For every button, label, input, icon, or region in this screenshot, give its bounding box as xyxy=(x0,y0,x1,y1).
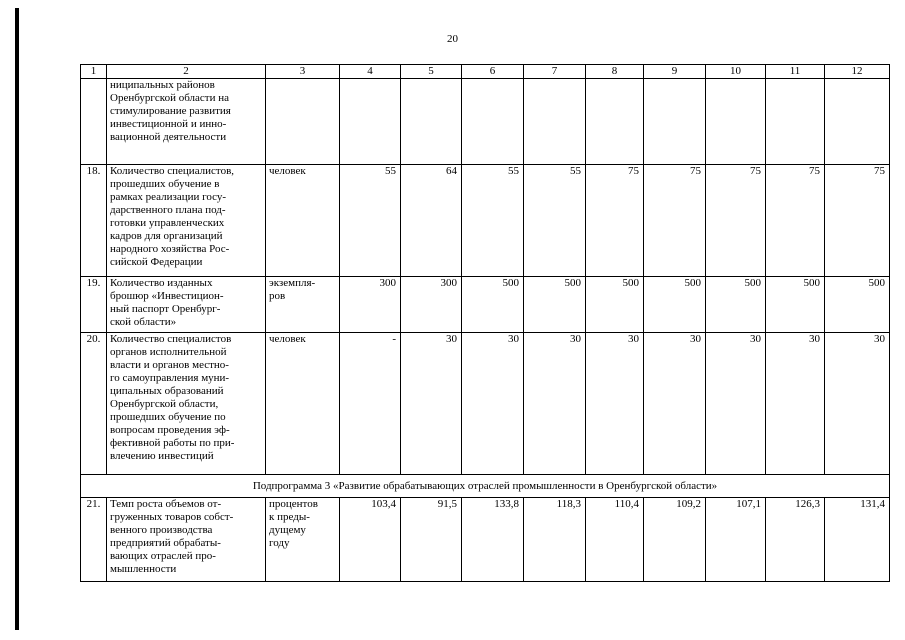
value-cell: 30 xyxy=(401,333,462,475)
binding-edge xyxy=(15,8,19,630)
indicator-name-line: готовки управленческих xyxy=(110,217,225,229)
value-cell: 55 xyxy=(524,165,586,277)
indicator-name-line: брошюр «Инвестицион- xyxy=(110,290,224,302)
value-cell: 500 xyxy=(462,277,524,333)
value-cell: 500 xyxy=(766,277,825,333)
value-cell: 107,1 xyxy=(706,498,766,582)
indicator-name-line: вационной деятельности xyxy=(110,131,227,143)
column-number: 5 xyxy=(401,65,462,79)
value-cell: - xyxy=(340,333,401,475)
indicator-name xyxy=(107,498,266,582)
value-cell: 500 xyxy=(644,277,706,333)
indicator-name-line: Количество специалистов, xyxy=(110,165,235,177)
indicator-name xyxy=(107,333,266,475)
indicator-name-line: мышленности xyxy=(110,563,177,575)
indicator-name-line: рамках реализации госу- xyxy=(110,191,227,203)
unit-of-measure xyxy=(266,333,340,475)
indicator-name-line: влечению инвестиций xyxy=(110,450,214,462)
value-cell: 30 xyxy=(586,333,644,475)
value-cell: 75 xyxy=(825,165,890,277)
value-cell: 126,3 xyxy=(766,498,825,582)
value-cell: 500 xyxy=(524,277,586,333)
value-cell xyxy=(462,79,524,165)
value-cell xyxy=(766,79,825,165)
indicator-name-line: Оренбургской области, xyxy=(110,398,219,410)
table-row xyxy=(81,333,890,475)
indicator-name-line: ципальных образований xyxy=(110,385,224,397)
column-number: 3 xyxy=(266,65,340,79)
column-number: 2 xyxy=(107,65,266,79)
unit-of-measure xyxy=(266,79,340,165)
value-cell: 30 xyxy=(524,333,586,475)
indicator-name-line: венного производства xyxy=(110,524,213,536)
unit-of-measure xyxy=(266,277,340,333)
column-number: 6 xyxy=(462,65,524,79)
row-number: 18. xyxy=(81,165,107,277)
value-cell: 133,8 xyxy=(462,498,524,582)
unit-of-measure-line: к преды- xyxy=(269,511,310,523)
value-cell: 30 xyxy=(766,333,825,475)
indicator-name-line: дарственного плана под- xyxy=(110,204,226,216)
value-cell: 109,2 xyxy=(644,498,706,582)
indicator-name-line: стимулирование развития xyxy=(110,105,231,117)
unit-of-measure xyxy=(266,165,340,277)
table-row xyxy=(81,79,890,165)
value-cell: 30 xyxy=(644,333,706,475)
indicator-name-line: вопросам проведения эф- xyxy=(110,424,230,436)
indicator-name-line: прошедших обучение в xyxy=(110,178,220,190)
value-cell: 30 xyxy=(706,333,766,475)
value-cell: 55 xyxy=(340,165,401,277)
value-cell: 500 xyxy=(586,277,644,333)
value-cell: 103,4 xyxy=(340,498,401,582)
row-number: 20. xyxy=(81,333,107,475)
unit-of-measure-line: экземпля- xyxy=(269,277,316,289)
table-row xyxy=(81,277,890,333)
value-cell: 118,3 xyxy=(524,498,586,582)
indicator-name-line: вающих отраслей про- xyxy=(110,550,216,562)
indicator-name-line: го самоуправления муни- xyxy=(110,372,230,384)
indicator-name-line: власти и органов местно- xyxy=(110,359,229,371)
row-number: 19. xyxy=(81,277,107,333)
value-cell xyxy=(524,79,586,165)
unit-of-measure-line: процентов xyxy=(269,498,318,510)
unit-of-measure-line: году xyxy=(269,537,290,549)
indicator-name-line: Оренбургской области на xyxy=(110,92,229,104)
section-row xyxy=(81,475,890,498)
value-cell: 75 xyxy=(706,165,766,277)
value-cell: 30 xyxy=(825,333,890,475)
indicator-name-line: Темп роста объемов от- xyxy=(110,498,222,510)
indicator-name-line: Количество специалистов xyxy=(110,333,232,345)
value-cell: 75 xyxy=(644,165,706,277)
value-cell: 110,4 xyxy=(586,498,644,582)
column-number: 4 xyxy=(340,65,401,79)
column-number: 12 xyxy=(825,65,890,79)
value-cell xyxy=(644,79,706,165)
value-cell xyxy=(586,79,644,165)
indicator-name-line: прошедших обучение по xyxy=(110,411,226,423)
value-cell: 300 xyxy=(401,277,462,333)
column-number: 8 xyxy=(586,65,644,79)
value-cell xyxy=(401,79,462,165)
indicator-name-line: Количество изданных xyxy=(110,277,213,289)
value-cell xyxy=(706,79,766,165)
value-cell: 64 xyxy=(401,165,462,277)
indicators-table xyxy=(80,64,890,582)
table-row xyxy=(81,498,890,582)
indicator-name-line: груженных товаров собст- xyxy=(110,511,234,523)
indicator-name xyxy=(107,79,266,165)
indicator-name-line: органов исполнительной xyxy=(110,346,227,358)
unit-of-measure-line: ров xyxy=(269,290,286,302)
indicator-name-line: ниципальных районов xyxy=(110,79,215,91)
column-number: 1 xyxy=(81,65,107,79)
value-cell: 500 xyxy=(825,277,890,333)
unit-of-measure xyxy=(266,498,340,582)
indicator-name-line: фективной работы по при- xyxy=(110,437,235,449)
value-cell: 500 xyxy=(706,277,766,333)
value-cell: 55 xyxy=(462,165,524,277)
value-cell: 75 xyxy=(586,165,644,277)
column-number: 10 xyxy=(706,65,766,79)
value-cell: 91,5 xyxy=(401,498,462,582)
indicator-name-line: кадров для организаций xyxy=(110,230,223,242)
unit-of-measure-line: человек xyxy=(269,333,306,345)
unit-of-measure-line: человек xyxy=(269,165,306,177)
indicator-name-line: сийской Федерации xyxy=(110,256,203,268)
value-cell xyxy=(825,79,890,165)
column-number: 9 xyxy=(644,65,706,79)
value-cell: 75 xyxy=(766,165,825,277)
column-number-row xyxy=(81,65,890,79)
unit-of-measure-line: дущему xyxy=(269,524,306,536)
indicator-name xyxy=(107,277,266,333)
indicator-name-line: предприятий обрабаты- xyxy=(110,537,221,549)
column-number: 11 xyxy=(766,65,825,79)
row-number: 21. xyxy=(81,498,107,582)
column-number: 7 xyxy=(524,65,586,79)
indicator-name-line: ный паспорт Оренбург- xyxy=(110,303,221,315)
indicator-name-line: народного хозяйства Рос- xyxy=(110,243,230,255)
page-number: 20 xyxy=(447,33,458,45)
row-number xyxy=(81,79,107,165)
subprogram-title: Подпрограмма 3 «Развитие обрабатывающих отраслей промышленности в Оренбургской области» xyxy=(81,475,890,498)
table-row xyxy=(81,165,890,277)
value-cell xyxy=(340,79,401,165)
indicator-name-line: инвестиционной и инно- xyxy=(110,118,227,130)
value-cell: 30 xyxy=(462,333,524,475)
indicator-name xyxy=(107,165,266,277)
indicator-name-line: ской области» xyxy=(110,316,177,328)
value-cell: 131,4 xyxy=(825,498,890,582)
value-cell: 300 xyxy=(340,277,401,333)
